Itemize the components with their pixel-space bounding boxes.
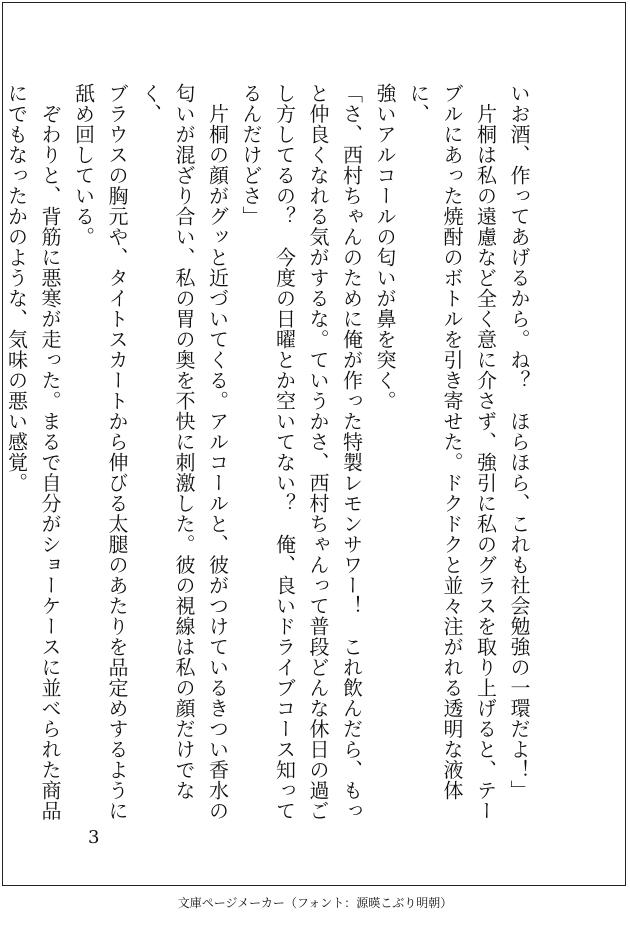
text-line: 片桐の顔がグッと近づいてくる。アルコールと、彼がつけているきつい香水の bbox=[205, 83, 230, 821]
vertical-text-body bbox=[4, 83, 535, 823]
text-line: いお酒、作ってあげるから。ね？ ほらほら、これも社会勉強の一環だよ！」 bbox=[507, 83, 531, 801]
text-line: 「さ、西村ちゃんのために俺が作った特製レモンサワー！ これ飲んだら、もっ bbox=[339, 83, 364, 821]
text-line: 匂いが混ざり合い、私の胃の奥を不快に刺激した。彼の視線は私の顔だけでなく、 bbox=[138, 83, 196, 801]
text-line: ぞわりと、背筋に悪寒が走った。まるで自分がショーケースに並べられた商品 bbox=[38, 83, 62, 821]
page-number: 3 bbox=[88, 827, 100, 848]
text-line: るんだけどさ」 bbox=[239, 83, 263, 227]
book-page bbox=[2, 2, 626, 886]
text-line: 舐め回している。 bbox=[71, 83, 96, 247]
text-line: と仲良くなれる気がするな。ていうかさ、西村ちゃんって普段どんな休日の過ご bbox=[306, 83, 330, 821]
text-line: し方してるの？ 今度の日曜とか空いてない？ 俺、良いドライブコース知って bbox=[272, 83, 297, 821]
text-line: 片桐は私の遠慮など全く意に介さず、強引に私のグラスを取り上げると、テー bbox=[473, 83, 498, 821]
text-line: 強いアルコールの匂いが鼻を突く。 bbox=[373, 83, 397, 411]
text-line: ブラウスの胸元や、タイトスカートから伸びる太腿のあたりを品定めするように bbox=[105, 83, 129, 821]
text-line: ブルにあった焼酎のボトルを引き寄せた。ドクドクと並々注がれる透明な液体に、 bbox=[406, 83, 464, 801]
footer-caption: 文庫ページメーカー（フォント：源暎こぶり明朝） bbox=[177, 896, 453, 910]
text-line: にでもなったかのような、気味の悪い感覚。 bbox=[4, 83, 29, 493]
